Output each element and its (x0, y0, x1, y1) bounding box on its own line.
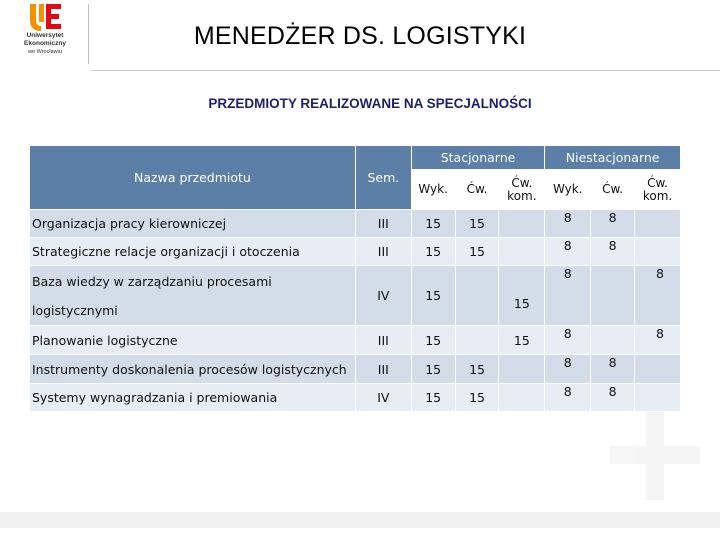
header-nonstat-lecture: Wyk. (545, 170, 591, 210)
table-row (30, 266, 681, 326)
stat-computer-cell (499, 210, 545, 238)
header-stat-computer-exercise: Ćw. kom. (499, 170, 545, 210)
table-row (30, 326, 681, 355)
nonstat-exercise-cell: 8 (591, 238, 635, 266)
nonstat-exercise-cell: 8 (591, 210, 635, 238)
nonstat-exercise-cell: 8 (591, 355, 635, 384)
semester-cell: III (355, 210, 411, 238)
table-row (30, 384, 681, 412)
stat-lecture-cell: 15 (411, 266, 455, 326)
background-cross-decoration (610, 410, 700, 500)
subject-name: Systemy wynagradzania i premiowania (30, 384, 356, 412)
stat-computer-cell (499, 238, 545, 266)
nonstat-computer-cell (635, 384, 681, 412)
header-nonstat-computer-exercise: Ćw. kom. (635, 170, 681, 210)
stat-exercise-cell: 15 (455, 238, 499, 266)
nonstat-exercise-cell: 8 (591, 384, 635, 412)
stat-lecture-cell: 15 (411, 384, 455, 412)
stat-lecture-cell: 15 (411, 326, 455, 355)
nonstat-exercise-cell (591, 266, 635, 326)
nonstat-lecture-cell: 8 (545, 355, 591, 384)
nonstat-computer-cell (635, 238, 681, 266)
header-subject: Nazwa przedmiotu (30, 146, 356, 210)
semester-cell: III (355, 355, 411, 384)
subjects-table (29, 145, 681, 412)
nonstat-computer-cell (635, 210, 681, 238)
stat-exercise-cell: 15 (455, 384, 499, 412)
stat-exercise-cell: 15 (455, 210, 499, 238)
header-stationary: Stacjonarne (411, 146, 545, 170)
page-subtitle: PRZEDMIOTY REALIZOWANE NA SPECJALNOŚCI (208, 96, 532, 111)
subject-name: Planowanie logistyczne (30, 326, 356, 355)
title-rule (90, 70, 720, 71)
header-stat-exercise: Ćw. (455, 170, 499, 210)
table-row (30, 355, 681, 384)
semester-cell: IV (355, 384, 411, 412)
semester-cell: III (355, 238, 411, 266)
nonstat-lecture-cell: 8 (545, 326, 591, 355)
header-nonstationary: Niestacjonarne (545, 146, 681, 170)
header-nonstat-exercise: Ćw. (591, 170, 635, 210)
logo-line-3: we Wrocławiu (28, 49, 62, 55)
nonstat-lecture-cell: 8 (545, 210, 591, 238)
subject-name: Strategiczne relacje organizacji i otoczenia (30, 238, 356, 266)
semester-cell: IV (355, 266, 411, 326)
nonstat-computer-cell: 8 (635, 266, 681, 326)
stat-lecture-cell: 15 (411, 355, 455, 384)
logo-line-1: Uniwersytet (26, 32, 64, 39)
stat-exercise-cell: 15 (455, 355, 499, 384)
footer-bar (0, 512, 720, 528)
stat-computer-cell: 15 (499, 326, 545, 355)
stat-exercise-cell (455, 266, 499, 326)
page-title: MENEDŻER DS. LOGISTYKI (193, 22, 527, 50)
stat-computer-cell (499, 355, 545, 384)
nonstat-lecture-cell: 8 (545, 238, 591, 266)
stat-lecture-cell: 15 (411, 238, 455, 266)
stat-exercise-cell (455, 326, 499, 355)
header-stat-lecture: Wyk. (411, 170, 455, 210)
table-row (30, 210, 681, 238)
table-row (30, 238, 681, 266)
nonstat-computer-cell: 8 (635, 326, 681, 355)
subject-name: Instrumenty doskonalenia procesów logistycznych (30, 355, 356, 384)
nonstat-lecture-cell: 8 (545, 266, 591, 326)
nonstat-computer-cell (635, 355, 681, 384)
semester-cell: III (355, 326, 411, 355)
stat-lecture-cell: 15 (411, 210, 455, 238)
stat-computer-cell: 15 (499, 266, 545, 326)
subject-name: Organizacja pracy kierowniczej (30, 210, 356, 238)
header-row-1 (30, 146, 681, 170)
subject-name: Baza wiedzy w zarządzaniu procesami logistycznymi (30, 266, 356, 326)
nonstat-exercise-cell (591, 326, 635, 355)
nonstat-lecture-cell: 8 (545, 384, 591, 412)
stat-computer-cell (499, 384, 545, 412)
header-semester: Sem. (355, 146, 411, 210)
logo-line-2: Ekonomiczny (24, 40, 66, 47)
